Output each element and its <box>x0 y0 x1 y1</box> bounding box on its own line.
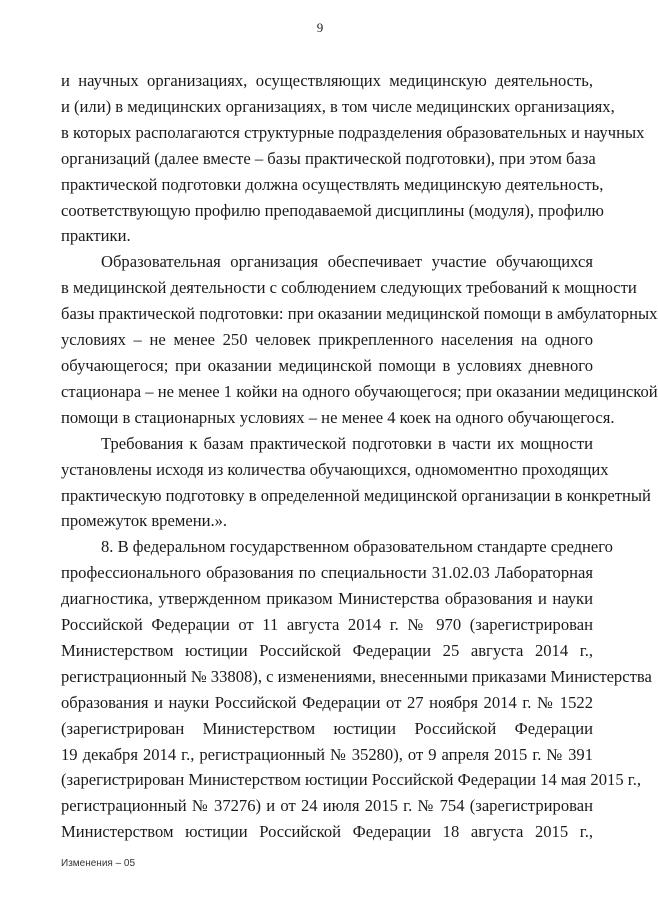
text-line: в которых располагаются структурные подразделения образовательных и научных <box>61 122 645 142</box>
text-line: соответствующую профилю преподаваемой дисциплины (модуля), профилю <box>61 200 604 220</box>
text-line: Требования к базам практической подготовки в части их мощности <box>101 433 593 453</box>
text-line: Министерством юстиции Российской Федерации 18 августа 2015 г., <box>61 822 593 842</box>
text-line: Министерством юстиции Российской Федерации 25 августа 2014 г., <box>61 640 593 660</box>
text-line: (зарегистрирован Министерством юстиции Российской Федерации <box>61 718 593 738</box>
text-line: диагностика, утвержденном приказом Министерства образования и науки <box>61 589 593 609</box>
document-body <box>61 68 658 845</box>
footer-note: Изменения – 05 <box>61 858 136 869</box>
text-line: и (или) в медицинских организациях, в том числе медицинских организациях, <box>61 96 615 116</box>
text-line: практическую подготовку в определенной медицинской организации в конкретный <box>61 485 651 505</box>
text-line: в медицинской деятельности с соблюдением следующих требований к мощности <box>61 278 637 298</box>
text-line: Российской Федерации от 11 августа 2014 г. № 970 (зарегистрирован <box>61 615 593 635</box>
text-line: помощи в стационарных условиях – не менее 4 коек на одного обучающегося. <box>61 407 615 427</box>
text-line: образования и науки Российской Федерации от 27 ноября 2014 г. № 1522 <box>61 692 593 712</box>
page-number: 9 <box>316 20 324 35</box>
text-line: 19 декабря 2014 г., регистрационный № 35280), от 9 апреля 2015 г. № 391 <box>61 744 593 764</box>
paragraph-3 <box>61 431 651 535</box>
text-line: установлены исходя из количества обучающихся, одномоментно проходящих <box>61 459 609 479</box>
text-line: практической подготовки должна осуществлять медицинскую деятельность, <box>61 174 604 194</box>
text-line: практики. <box>61 226 131 246</box>
text-line: профессионального образования по специальности 31.02.03 Лабораторная <box>61 563 593 583</box>
text-line: (зарегистрирован Министерством юстиции Российской Федерации 14 мая 2015 г., <box>61 770 642 790</box>
text-line: промежуток времени.». <box>61 511 228 531</box>
text-line: Образовательная организация обеспечивает участие обучающихся <box>101 252 593 272</box>
text-line: организаций (далее вместе – базы практической подготовки), при этом база <box>61 148 596 168</box>
text-line: и научных организациях, осуществляющих медицинскую деятельность, <box>61 71 593 90</box>
text-line: обучающегося; при оказании медицинской помощи в условиях дневного <box>61 355 593 375</box>
text-line: 8. В федеральном государственном образовательном стандарте среднего <box>101 537 613 557</box>
paragraph-2 <box>61 249 658 430</box>
text-line: регистрационный № 33808), с изменениями, внесенными приказами Министерства <box>61 666 652 686</box>
text-line: регистрационный № 37276) и от 24 июля 2015 г. № 754 (зарегистрирован <box>61 796 593 816</box>
paragraph-4 <box>61 534 652 845</box>
text-line: условиях – не менее 250 человек прикрепленного населения на одного <box>61 330 593 350</box>
paragraph-1 <box>61 68 645 249</box>
text-line: базы практической подготовки: при оказании медицинской помощи в амбулаторных <box>61 304 658 324</box>
text-line: стационара – не менее 1 койки на одного обучающегося; при оказании медицинской <box>61 381 658 401</box>
